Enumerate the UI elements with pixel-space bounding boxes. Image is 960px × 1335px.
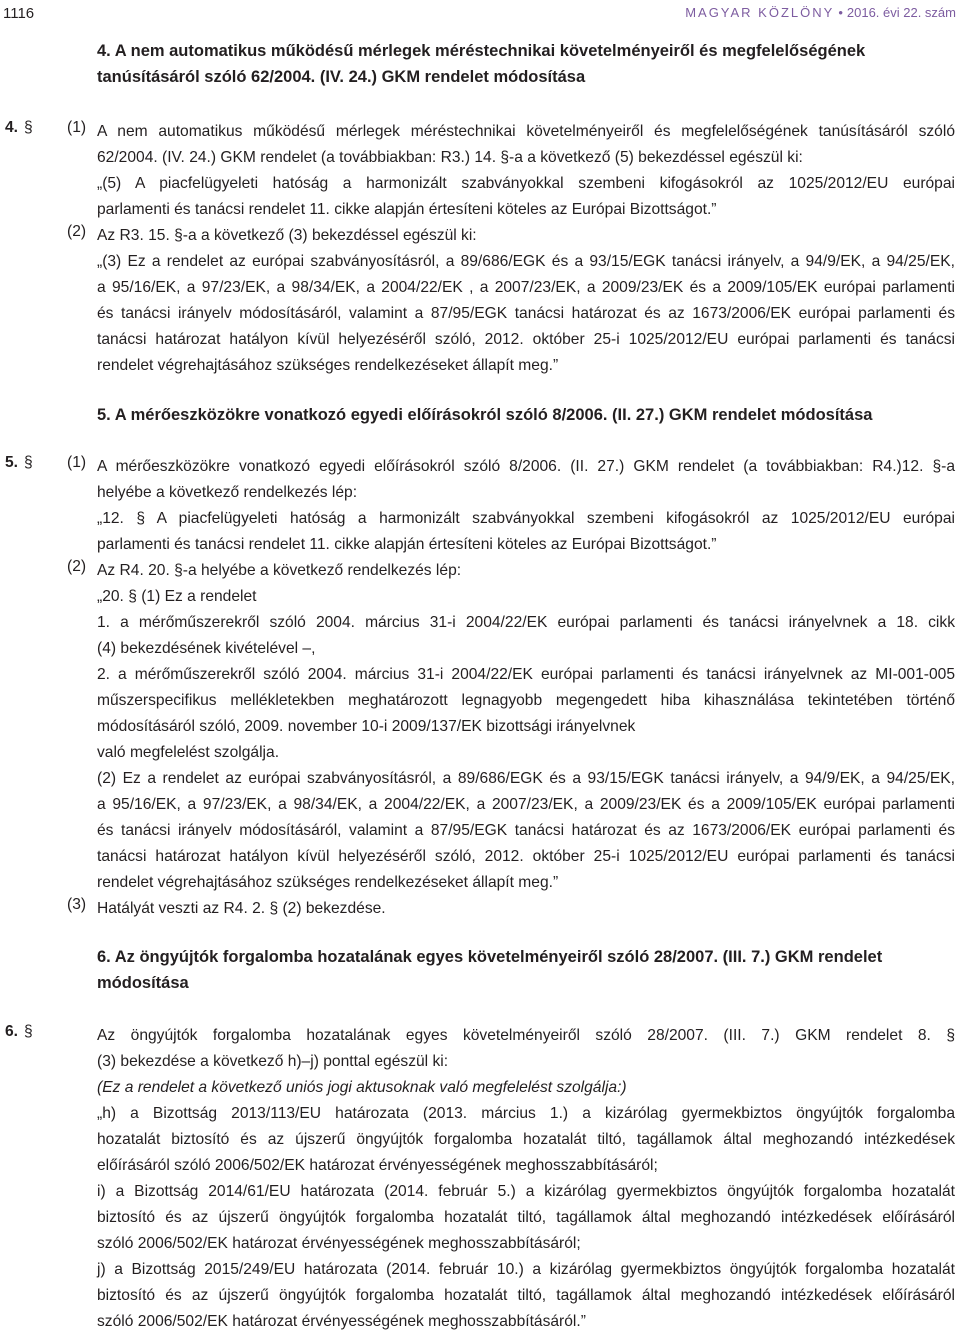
- text-line: „(3) Ez a rendelet az európai szabványosításról, a 89/686/EGK és a 93/15/EGK tanácsi irányelv, a 94/9/EK, a 94/25/EK,: [97, 253, 955, 270]
- text-line: Az R3. 15. §-a a következő (3) bekezdéssel egészül ki:: [97, 227, 477, 244]
- text-line: való megfelelést szolgálja.: [97, 744, 280, 761]
- text-line: 2. a mérőműszerekről szóló 2004. március 31-i 2004/22/EK európai parlamenti és tanácsi irányelvnek az MI-001-005: [97, 666, 955, 683]
- text-line: módosításáról szóló, 2009. november 10-i 2009/137/EK bizottsági irányelvnek: [97, 718, 636, 735]
- text-line: előírásáról szóló 2006/502/EK határozat érvényességének meghosszabbításáról;: [97, 1157, 658, 1174]
- text-line: „h) a Bizottság 2013/113/EU határozata (2013. március 1.) a kizárólag gyermekbiztos öngyújtók forgalomba: [97, 1105, 955, 1122]
- text-line: tanácsi határozat hatályon kívül helyezéséről szóló, 2012. október 25-i 1025/2012/EU európai parlamenti és tanácsi: [97, 331, 955, 348]
- text-line: hozatalát biztosító és az újszerű öngyújtók forgalomba hozatalát tiltó, tagállamok által meghozandó intézkedések: [97, 1131, 955, 1148]
- text-line: és tanácsi irányelv módosításáról, valamint a 87/95/EGK tanácsi határozat és az 1673/2006/EK európai parlamenti és: [97, 822, 955, 839]
- section-4-marker: [5, 119, 33, 137]
- heading-line: 6. Az öngyújtók forgalomba hozatalának egyes követelményeiről szóló 28/2007. (III. 7.) GKM rendelet: [97, 948, 883, 966]
- running-head: [685, 5, 956, 20]
- text-line: parlamenti és tanácsi rendelet 11. cikke alapján értesíteni köteles az Európai Bizottságot.”: [97, 536, 717, 553]
- subsection-number: (1): [67, 119, 87, 136]
- text-line: tanácsi határozat hatályon kívül helyezéséről szóló, 2012. október 25-i 1025/2012/EU európai parlamenti és tanácsi: [97, 848, 955, 865]
- section-5-heading: [97, 402, 872, 428]
- section-number: 5.: [5, 454, 19, 471]
- paragraph-sign: §: [24, 454, 33, 471]
- text-line: helyébe a következő rendelkezés lép:: [97, 484, 358, 501]
- section-6-body: [97, 1023, 955, 1335]
- text-line: A nem automatikus működésű mérlegek méréstechnikai követelményeiről és megfelelőségének tanúsításáról szóló: [97, 123, 955, 140]
- subsection-number: (3): [67, 896, 87, 913]
- journal-title: MAGYAR KÖZLÖNY: [685, 5, 835, 20]
- section-4-paragraph-2: [97, 223, 955, 379]
- text-line: biztosító és az újszerű öngyújtók forgalomba hozatalát tiltó, tagállamok által meghozandó intézkedések előírásáról: [97, 1287, 955, 1304]
- heading-line: módosítása: [97, 974, 189, 992]
- text-line: rendelet végrehajtásához szükséges rendelkezéseket állapít meg.”: [97, 874, 559, 891]
- subsection-number: (1): [67, 454, 87, 471]
- text-line: (3) bekezdése a következő h)–j) ponttal egészül ki:: [97, 1053, 449, 1070]
- section-6-heading: [97, 944, 882, 996]
- text-line: a 95/16/EK, a 97/23/EK, a 98/34/EK, a 2004/22/EK, a 2007/23/EK, a 2009/23/EK és a 2009/105/EK európai parlamenti: [97, 796, 955, 813]
- section-5-paragraph-2: [97, 558, 955, 896]
- text-line: a 95/16/EK, a 97/23/EK, a 98/34/EK, a 2004/22/EK , a 2007/23/EK, a 2009/23/EK és a 2009/105/EK európai parlamenti: [97, 279, 955, 296]
- text-line: A mérőeszközökre vonatkozó egyedi előírásokról szóló 8/2006. (II. 27.) GKM rendelet (a továbbiakban: R4.)12. §-a: [97, 458, 955, 475]
- section-5-paragraph-3: [97, 896, 955, 922]
- text-line: „12. § A piacfelügyeleti hatóság a harmonizált szabványokkal szembeni kifogásokról az 1025/2012/EU európai: [97, 510, 955, 527]
- text-line: Az R4. 20. §-a helyébe a következő rendelkezés lép:: [97, 562, 462, 579]
- paragraph-sign: §: [24, 119, 33, 136]
- section-number: 4.: [5, 119, 19, 136]
- section-6-marker: [5, 1023, 33, 1041]
- text-line: és tanácsi irányelv módosításáról, valamint a 87/95/EGK tanácsi határozat és az 1673/2006/EK európai parlamenti és: [97, 305, 955, 322]
- section-4-paragraph-1: [97, 119, 955, 223]
- text-line: (4) bekezdésének kivételével –,: [97, 640, 316, 657]
- text-line-italic: (Ez a rendelet a következő uniós jogi aktusoknak való megfelelést szolgálja:): [97, 1079, 627, 1096]
- text-line: „20. § (1) Ez a rendelet: [97, 588, 257, 605]
- text-line: i) a Bizottság 2014/61/EU határozata (2014. február 5.) a kizárólag gyermekbiztos öngyújtók forgalomba hozatalát: [97, 1183, 955, 1200]
- section-number: 6.: [5, 1023, 19, 1040]
- text-line: biztosító és az újszerű öngyújtók forgalomba hozatalát tiltó, tagállamok által meghozandó intézkedések előírásáról: [97, 1209, 955, 1226]
- text-line: műszerspecifikus mellékletekben meghatározott legnagyobb megengedett hiba kihasználása tekintetében történő: [97, 692, 955, 709]
- text-line: rendelet végrehajtásához szükséges rendelkezéseket állapít meg.”: [97, 357, 559, 374]
- text-line: parlamenti és tanácsi rendelet 11. cikke alapján értesíteni köteles az Európai Bizottságot.”: [97, 201, 717, 218]
- text-line: Az öngyújtók forgalomba hozatalának egyes követelményeiről szóló 28/2007. (III. 7.) GKM rendelet 8. §: [97, 1027, 955, 1044]
- subsection-number: (2): [67, 558, 87, 575]
- text-line: 1. a mérőműszerekről szóló 2004. március 31-i 2004/22/EK európai parlamenti és tanácsi irányelvnek a 18. cikk: [97, 614, 955, 631]
- section-4-heading: [97, 38, 865, 90]
- text-line: szóló 2006/502/EK határozat érvényességének meghosszabbításáról.”: [97, 1313, 586, 1330]
- text-line: szóló 2006/502/EK határozat érvényességének meghosszabbításáról;: [97, 1235, 581, 1252]
- page-number: 1116: [3, 5, 35, 22]
- section-5-paragraph-1: [97, 454, 955, 558]
- paragraph-sign: §: [24, 1023, 33, 1040]
- text-line: (2) Ez a rendelet az európai szabványosításról, a 89/686/EGK és a 93/15/EGK tanácsi irányelv, a 94/9/EK, a 94/25/EK,: [97, 770, 955, 787]
- subsection-number: (2): [67, 223, 87, 240]
- issue-date: 2016. évi 22. szám: [846, 5, 956, 20]
- header-bullet: •: [838, 5, 843, 20]
- text-line: „(5) A piacfelügyeleti hatóság a harmonizált szabványokkal szembeni kifogásokról az 1025/2012/EU európai: [97, 175, 955, 192]
- text-line: j) a Bizottság 2015/249/EU határozata (2014. február 10.) a kizárólag gyermekbiztos öngyújtók forgalomba hozatalát: [97, 1261, 955, 1278]
- heading-line: tanúsításáról szóló 62/2004. (IV. 24.) GKM rendelet módosítása: [97, 68, 586, 86]
- heading-line: 4. A nem automatikus működésű mérlegek méréstechnikai követelményeiről és megfelelőségének: [97, 42, 866, 60]
- heading-line: 5. A mérőeszközökre vonatkozó egyedi előírásokról szóló 8/2006. (II. 27.) GKM rendelet módosítása: [97, 406, 873, 424]
- section-5-marker: [5, 454, 33, 472]
- text-line: Hatályát veszti az R4. 2. § (2) bekezdése.: [97, 900, 386, 917]
- text-line: 62/2004. (IV. 24.) GKM rendelet (a továbbiakban: R3.) 14. §-a a következő (5) bekezdéssel egészül ki:: [97, 149, 803, 166]
